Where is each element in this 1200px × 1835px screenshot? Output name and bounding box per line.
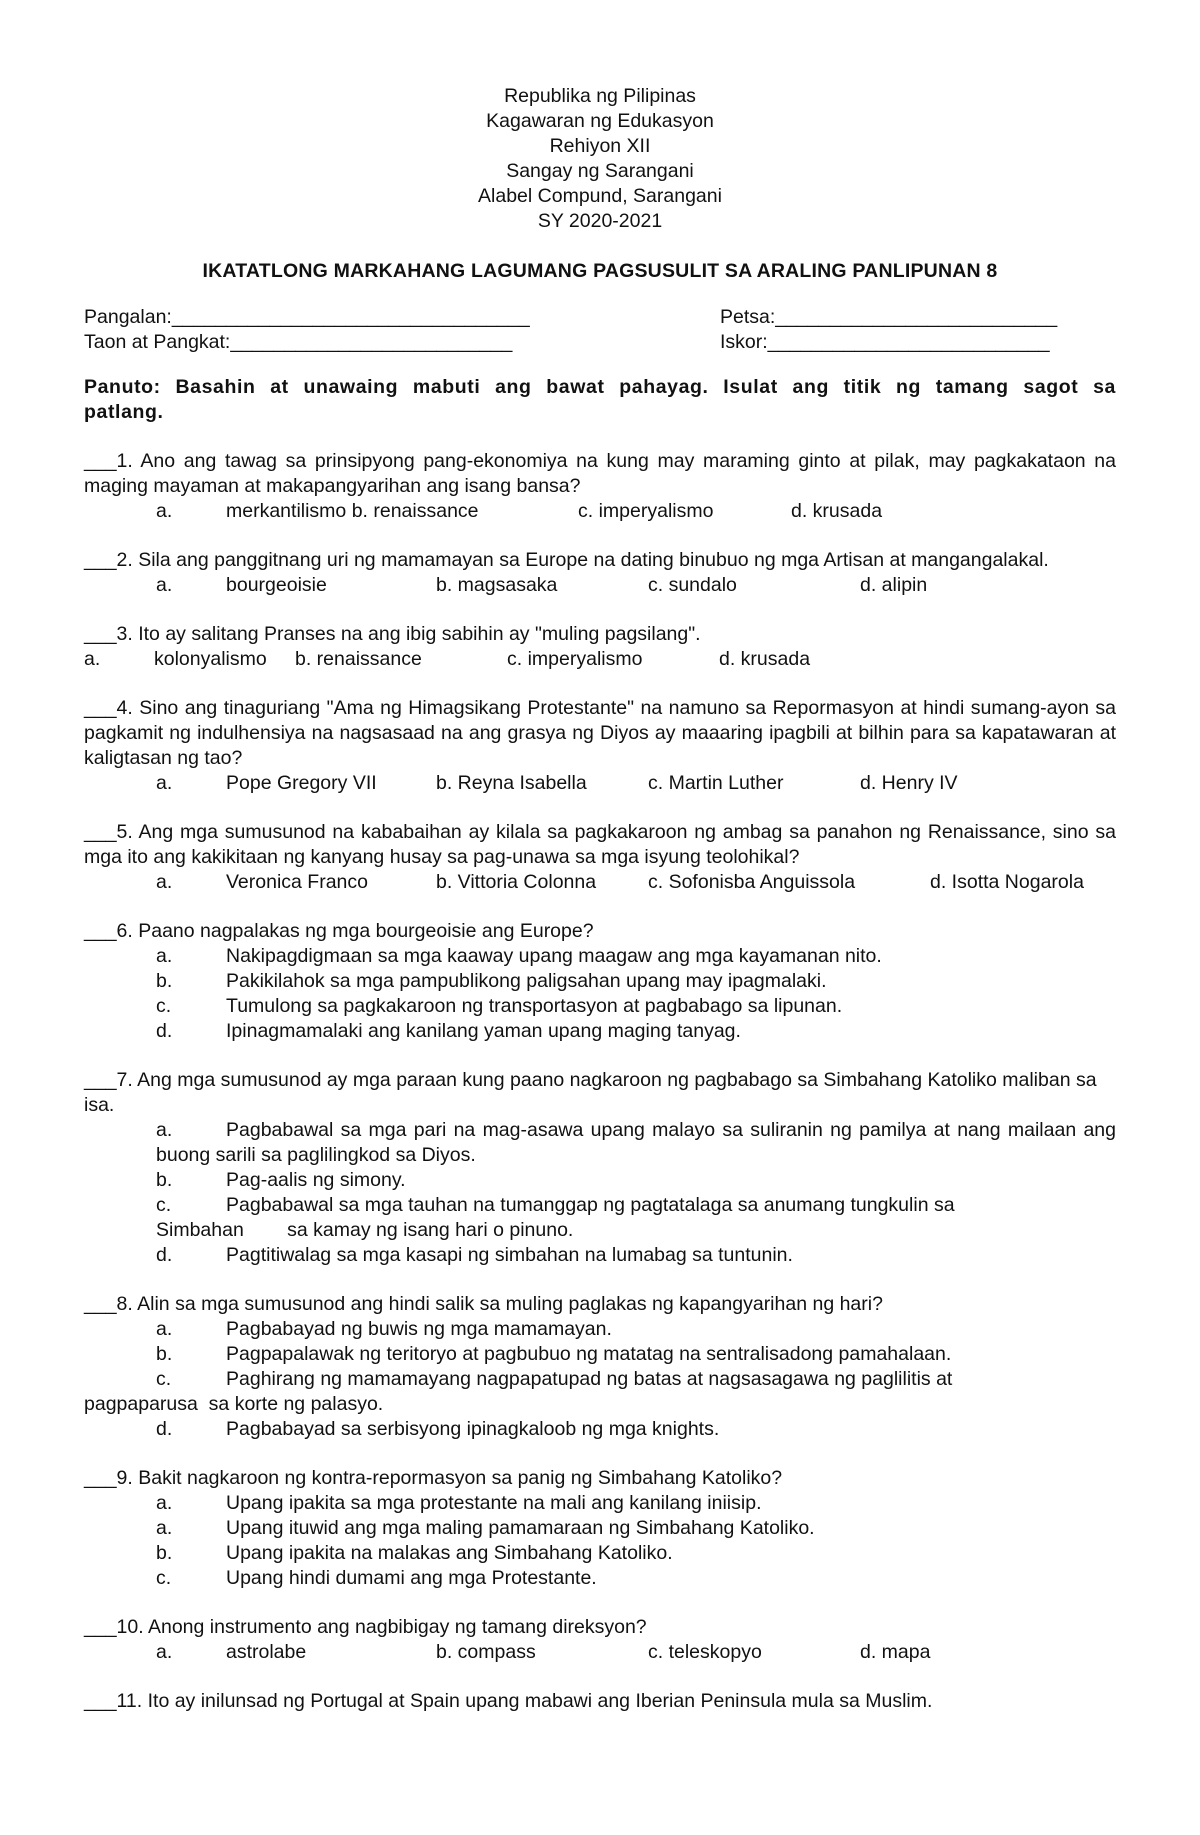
- choices-row: [84, 771, 1116, 796]
- option-letter: b.: [156, 1542, 173, 1564]
- choice-d: d. mapa: [860, 1641, 931, 1663]
- option-letter: a.: [156, 1119, 173, 1141]
- exam-title: IKATATLONG MARKAHANG LAGUMANG PAGSUSULIT SA ARALING PANLIPUNAN 8: [202, 260, 998, 282]
- option: [84, 1491, 1116, 1516]
- option-letter: c.: [156, 1567, 172, 1589]
- choices-row: [84, 647, 1116, 672]
- header-address: Alabel Compund, Sarangani: [478, 185, 722, 207]
- choice-a: Pope Gregory VII: [226, 772, 377, 794]
- choice-letter: a.: [84, 648, 101, 670]
- option-text: Pag-aalis ng simony.: [226, 1169, 406, 1191]
- option-text: Ipinagmamalaki ang kanilang yaman upang maging tanyag.: [226, 1020, 741, 1042]
- option: [84, 1367, 1116, 1417]
- option-text: Pakikilahok sa mga pampublikong paligsahan upang may ipagmalaki.: [226, 970, 827, 992]
- header-country: Republika ng Pilipinas: [504, 85, 696, 107]
- option-letter: d.: [156, 1418, 173, 1440]
- question-stem: ___4. Sino ang tinaguriang "Ama ng Himagsikang Protestante" na namuno sa Repormasyon at hindi sumang-ayon sa pagkamit ng indulhensiya na nagsasaad na ang grasya ng Diyos ay maaaring ipagbili at bilhin para sa kapatawaran at kaligtasan ng tao?: [84, 697, 1116, 769]
- choice-a: astrolabe: [226, 1641, 307, 1663]
- question-4: [84, 696, 1116, 796]
- option: [84, 1566, 1116, 1591]
- choice-d: d. alipin: [860, 574, 928, 596]
- option: [84, 994, 1116, 1019]
- header-division: Sangay ng Sarangani: [506, 160, 694, 182]
- option-text: Paghirang ng mamamayang nagpapatupad ng batas at nagsasagawa ng paglilitis at: [226, 1368, 953, 1390]
- choice-b: b. Reyna Isabella: [436, 772, 587, 794]
- question-stem: ___10. Anong instrumento ang nagbibigay ng tamang direksyon?: [84, 1616, 647, 1638]
- option-letter: b.: [156, 970, 173, 992]
- question-1: [84, 449, 1116, 524]
- option-letter: c.: [156, 1194, 172, 1216]
- score-field[interactable]: Iskor:__________________________: [720, 331, 1050, 353]
- question-10: [84, 1615, 1116, 1665]
- option-text: Upang ipakita sa mga protestante na mali ang kanilang iniisip.: [226, 1492, 762, 1514]
- choice-a: bourgeoisie: [226, 574, 327, 596]
- option: [84, 1417, 1116, 1442]
- name-field[interactable]: Pangalan:_________________________________: [84, 306, 530, 328]
- option-text: Pagbabawal sa mga tauhan na tumanggap ng pagtatalaga sa anumang tungkulin sa: [226, 1194, 955, 1216]
- question-stem: ___9. Bakit nagkaroon ng kontra-repormasyon sa panig ng Simbahang Katoliko?: [84, 1467, 783, 1489]
- choice-a: merkantilismo b. renaissance: [226, 500, 479, 522]
- instructions: Panuto: Basahin at unawaing mabuti ang bawat pahayag. Isulat ang titik ng tamang sagot sa patlang.: [84, 376, 1116, 423]
- option-letter: a.: [156, 1318, 173, 1340]
- choice-d: d. krusada: [719, 648, 811, 670]
- choice-b: b. Vittoria Colonna: [436, 871, 597, 893]
- choice-d: d. Isotta Nogarola: [930, 871, 1084, 893]
- choices-row: [84, 499, 1116, 524]
- choice-d: d. krusada: [791, 500, 883, 522]
- question-8: [84, 1292, 1116, 1442]
- option-letter: d.: [156, 1020, 173, 1042]
- exam-page: [84, 84, 1116, 1714]
- choice-letter: a.: [156, 574, 173, 596]
- question-5: [84, 820, 1116, 895]
- option-text-continued: Simbahan sa kamay ng isang hari o pinuno.: [156, 1219, 574, 1241]
- question-stem: ___5. Ang mga sumusunod na kababaihan ay kilala sa pagkakaroon ng ambag sa panahon ng Renaissance, sino sa mga ito ang kakikitaan ng kanyang husay sa pag-unawa sa mga isyung teolohikal?: [84, 821, 1116, 868]
- header-department: Kagawaran ng Edukasyon: [486, 110, 714, 132]
- choice-b: b. compass: [436, 1641, 536, 1663]
- question-stem: ___7. Ang mga sumusunod ay mga paraan kung paano nagkaroon ng pagbabago sa Simbahang Katoliko maliban sa isa.: [84, 1069, 1097, 1116]
- option: [84, 1516, 1116, 1541]
- choice-letter: a.: [156, 500, 173, 522]
- choice-c: c. imperyalismo: [578, 500, 714, 522]
- section-field[interactable]: Taon at Pangkat:__________________________: [84, 331, 513, 353]
- header-school-year: SY 2020-2021: [537, 210, 663, 232]
- question-11: [84, 1689, 1116, 1714]
- option-text: Pagbabawal sa mga pari na mag-asawa upang malayo sa suliranin ng pamilya at nang mailaan ang buong sarili sa paglilingkod sa Diyos.: [156, 1119, 1116, 1166]
- option-text: Pagtitiwalag sa mga kasapi ng simbahan na lumabag sa tuntunin.: [226, 1244, 793, 1266]
- option-letter: b.: [156, 1169, 173, 1191]
- header-region: Rehiyon XII: [549, 135, 651, 157]
- question-stem: ___11. Ito ay inilunsad ng Portugal at Spain upang mabawi ang Iberian Peninsula mula sa Muslim.: [84, 1690, 933, 1712]
- option-letter: d.: [156, 1244, 173, 1266]
- choice-c: c. Martin Luther: [648, 772, 784, 794]
- choice-letter: a.: [156, 772, 173, 794]
- choices-row: [84, 1640, 1116, 1665]
- option-letter: c.: [156, 1368, 172, 1390]
- choice-c: c. sundalo: [648, 574, 737, 596]
- option-letter: a.: [156, 1492, 173, 1514]
- choice-c: c. teleskopyo: [648, 1641, 762, 1663]
- option-text: Upang ipakita na malakas ang Simbahang Katoliko.: [226, 1542, 673, 1564]
- choice-c: c. Sofonisba Anguissola: [648, 871, 856, 893]
- question-3: [84, 622, 1116, 672]
- student-info: [84, 305, 1116, 355]
- question-stem: ___1. Ano ang tawag sa prinsipyong pang-ekonomiya na kung may maraming ginto at pilak, may pagkakataon na maging mayaman at makapangyarihan ang isang bansa?: [84, 450, 1116, 497]
- option: [84, 1243, 1116, 1268]
- question-stem: ___8. Alin sa mga sumusunod ang hindi salik sa muling paglakas ng kapangyarihan ng hari?: [84, 1293, 883, 1315]
- option-text: Upang hindi dumami ang mga Protestante.: [226, 1567, 597, 1589]
- header: [84, 84, 1116, 234]
- choice-letter: a.: [156, 871, 173, 893]
- question-7: [84, 1068, 1116, 1268]
- option-letter: b.: [156, 1343, 173, 1365]
- option: [84, 1317, 1116, 1342]
- question-stem: ___6. Paano nagpalakas ng mga bourgeoisie ang Europe?: [84, 920, 594, 942]
- option: [84, 1168, 1116, 1193]
- option-letter: c.: [156, 995, 172, 1017]
- question-stem: ___2. Sila ang panggitnang uri ng mamamayan sa Europe na dating binubuo ng mga Artisan at mangangalakal.: [84, 549, 1049, 571]
- choice-letter: a.: [156, 1641, 173, 1663]
- option: [84, 1193, 1116, 1243]
- option: [84, 1541, 1116, 1566]
- question-2: [84, 548, 1116, 598]
- choice-b: b. renaissance: [295, 648, 422, 670]
- option-text: Upang ituwid ang mga maling pamamaraan ng Simbahang Katoliko.: [226, 1517, 815, 1539]
- option-text: Pagbabayad ng buwis ng mga mamamayan.: [226, 1318, 612, 1340]
- option-letter: a.: [156, 945, 173, 967]
- question-6: [84, 919, 1116, 1044]
- option: [84, 1118, 1116, 1168]
- choice-c: c. imperyalismo: [507, 648, 643, 670]
- question-9: [84, 1466, 1116, 1591]
- option: [84, 1342, 1116, 1367]
- choice-b: b. magsasaka: [436, 574, 558, 596]
- choices-row: [84, 573, 1116, 598]
- option-text: Pagpapalawak ng teritoryo at pagbubuo ng matatag na sentralisadong pamahalaan.: [226, 1343, 952, 1365]
- option-text: Pagbabayad sa serbisyong ipinagkaloob ng mga knights.: [226, 1418, 720, 1440]
- option-text-continued: pagpaparusa sa korte ng palasyo.: [84, 1393, 384, 1415]
- option-text: Tumulong sa pagkakaroon ng transportasyon at pagbabago sa lipunan.: [226, 995, 843, 1017]
- question-stem: ___3. Ito ay salitang Pranses na ang ibig sabihin ay "muling pagsilang".: [84, 623, 701, 645]
- option-text: Nakipagdigmaan sa mga kaaway upang maagaw ang mga kayamanan nito.: [226, 945, 882, 967]
- date-field[interactable]: Petsa:__________________________: [720, 306, 1058, 328]
- option: [84, 1019, 1116, 1044]
- choices-row: [84, 870, 1116, 895]
- option-letter: a.: [156, 1517, 173, 1539]
- choice-a: kolonyalismo: [154, 648, 267, 670]
- choice-d: d. Henry IV: [860, 772, 958, 794]
- option: [84, 944, 1116, 969]
- option: [84, 969, 1116, 994]
- choice-a: Veronica Franco: [226, 871, 368, 893]
